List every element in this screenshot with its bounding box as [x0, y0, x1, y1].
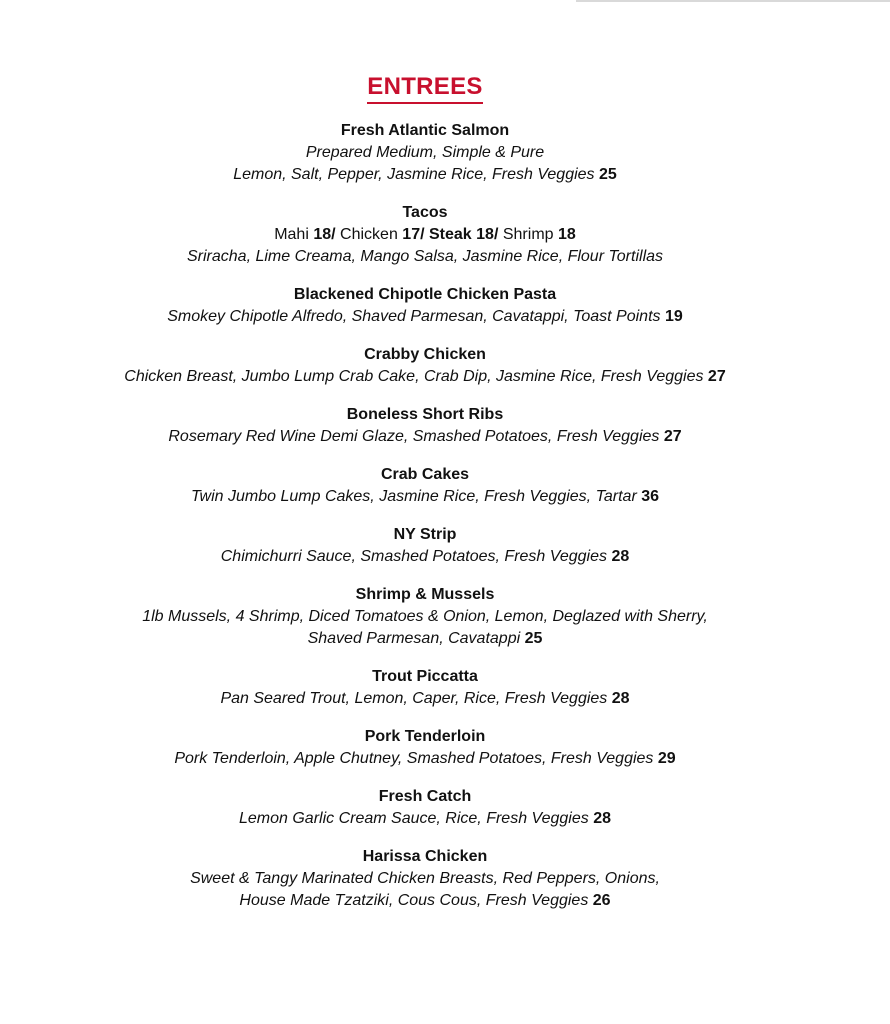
taco-option-label: Mahi [274, 226, 309, 243]
item-price: 27 [663, 428, 682, 445]
menu-item-ny-strip [0, 524, 850, 568]
menu-item-harissa-chicken [0, 846, 850, 912]
menu-item-fresh-catch [0, 786, 850, 830]
item-name: NY Strip [393, 526, 457, 543]
item-description-text: Shaved Parmesan, Cavatappi [307, 630, 521, 647]
item-description: Chimichurri Sauce, Smashed Potatoes, Fresh Veggies [220, 548, 607, 565]
item-description: Smokey Chipotle Alfredo, Shaved Parmesan, Cavatappi, Toast Points [167, 308, 661, 325]
item-description: Pan Seared Trout, Lemon, Caper, Rice, Fresh Veggies [220, 690, 608, 707]
item-price: 28 [593, 810, 612, 827]
item-name: Pork Tenderloin [364, 728, 486, 745]
item-price: 28 [611, 690, 630, 707]
menu-item-tacos [0, 202, 850, 268]
menu-item-pork-tenderloin [0, 726, 850, 770]
item-description-line-2 [0, 890, 850, 912]
item-name: Crabby Chicken [364, 346, 486, 363]
item-description: Prepared Medium, Simple & Pure [305, 144, 545, 161]
item-description-line [0, 748, 850, 770]
item-price: 25 [524, 630, 543, 647]
taco-option-price: 18 [558, 226, 576, 243]
taco-option-label: Shrimp [502, 226, 554, 243]
item-price: 27 [707, 368, 726, 385]
menu-item-blackened-chipotle-chicken-pasta [0, 284, 850, 328]
item-description: Chicken Breast, Jumbo Lump Crab Cake, Crab Dip, Jasmine Rice, Fresh Veggies [124, 368, 704, 385]
taco-option-price: 18/ [313, 226, 336, 243]
menu-item-shrimp-and-mussels [0, 584, 850, 650]
item-description: Sweet & Tangy Marinated Chicken Breasts, Red Peppers, Onions, [190, 870, 660, 887]
item-description: Lemon Garlic Cream Sauce, Rice, Fresh Veggies [238, 810, 589, 827]
taco-option-price: 18/ [476, 226, 499, 243]
item-price: 26 [592, 892, 611, 909]
menu-item-crab-cakes [0, 464, 850, 508]
item-description: Pork Tenderloin, Apple Chutney, Smashed Potatoes, Fresh Veggies [174, 750, 654, 767]
item-name: Fresh Atlantic Salmon [340, 122, 510, 139]
item-description-line [0, 486, 850, 508]
item-name: Tacos [402, 204, 448, 221]
item-name: Blackened Chipotle Chicken Pasta [293, 286, 557, 303]
item-description: Twin Jumbo Lump Cakes, Jasmine Rice, Fresh Veggies, Tartar [190, 488, 637, 505]
item-description: 1lb Mussels, 4 Shrimp, Diced Tomatoes & Onion, Lemon, Deglazed with Sherry, [142, 608, 708, 625]
item-name: Fresh Catch [378, 788, 472, 805]
item-description-text: House Made Tzatziki, Cous Cous, Fresh Veggies [239, 892, 589, 909]
section-title [0, 72, 850, 104]
item-description-line [0, 366, 850, 388]
item-description-line [0, 546, 850, 568]
item-name: Harissa Chicken [362, 848, 488, 865]
item-description-line [0, 808, 850, 830]
item-price: 19 [664, 308, 683, 325]
section-title-text: ENTREES [367, 72, 482, 104]
item-description-line [0, 426, 850, 448]
item-price: 28 [611, 548, 630, 565]
menu-item-crabby-chicken [0, 344, 850, 388]
item-description-line [0, 306, 850, 328]
item-price: 36 [641, 488, 660, 505]
taco-option-price: 17/ [402, 226, 425, 243]
item-description-line-2 [0, 164, 850, 186]
entree-list [0, 120, 850, 928]
item-description-line-2 [0, 628, 850, 650]
taco-options [0, 224, 850, 246]
item-description-text: Lemon, Salt, Pepper, Jasmine Rice, Fresh Veggies [233, 166, 595, 183]
item-name: Boneless Short Ribs [346, 406, 504, 423]
item-name: Shrimp & Mussels [355, 586, 495, 603]
menu-item-fresh-atlantic-salmon [0, 120, 850, 186]
menu-item-boneless-short-ribs [0, 404, 850, 448]
item-price: 29 [657, 750, 676, 767]
page-edge-shadow [576, 0, 890, 2]
item-description-line [0, 688, 850, 710]
taco-option-label: Chicken [340, 226, 398, 243]
menu-item-trout-piccatta [0, 666, 850, 710]
item-description: Sriracha, Lime Creama, Mango Salsa, Jasmine Rice, Flour Tortillas [186, 248, 664, 265]
item-description: Rosemary Red Wine Demi Glaze, Smashed Potatoes, Fresh Veggies [168, 428, 660, 445]
item-name: Trout Piccatta [372, 668, 478, 685]
item-price: 25 [599, 166, 617, 183]
taco-option-label: Steak [429, 226, 472, 243]
item-name: Crab Cakes [380, 466, 470, 483]
